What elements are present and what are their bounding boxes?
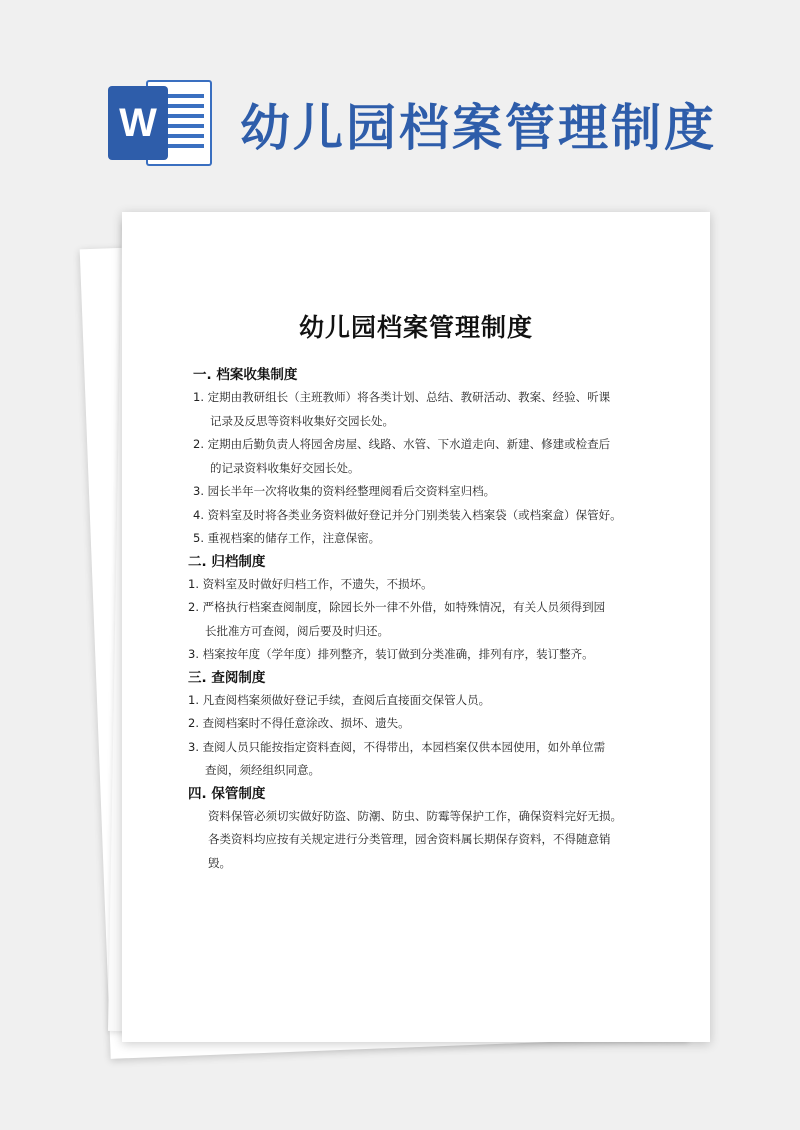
document-page: [122, 212, 710, 1042]
list-item: [188, 712, 658, 736]
section-filing: [188, 551, 658, 667]
paragraph-line: 各类资料均应按有关规定进行分类管理，园舍资料属长期保存资料，不得随意销: [208, 832, 611, 846]
header-title: 幼儿园档案管理制度: [240, 99, 717, 157]
list-item-text: 4. 资料室及时将各类业务资料做好登记并分门别类装入档案袋（或档案盒）保管好。: [193, 507, 622, 522]
list-item-text: 3. 园长半年一次将收集的资料经整理阅看后交资料室归档。: [193, 484, 496, 498]
section-heading: 三. 查阅制度: [188, 669, 266, 686]
list-item: [188, 386, 658, 433]
list-item: [188, 736, 658, 783]
list-item-text: 3. 查阅人员只能按指定资料查阅，不得带出，本园档案仅供本园使用，如外单位需: [188, 739, 606, 754]
section-custody: [188, 783, 658, 876]
list-item-text: 2. 查阅档案时不得任意涂改、损坏、遗失。: [188, 716, 410, 730]
header: [0, 0, 800, 200]
list-item: [188, 433, 658, 480]
list-item: [188, 643, 658, 667]
word-app-icon: [108, 80, 212, 166]
list-item: [188, 527, 658, 551]
list-item-continuation: 长批准方可查阅，阅后要及时归还。: [205, 623, 389, 638]
list-item: [188, 504, 658, 528]
section-heading: 一. 档案收集制度: [193, 367, 298, 383]
section-heading: 二. 归档制度: [188, 553, 266, 570]
document-body: [188, 364, 658, 875]
list-item-text: 3. 档案按年度（学年度）排列整齐，装订做到分类准确，排列有序，装订整齐。: [188, 647, 594, 661]
list-item: [188, 689, 658, 713]
list-item: [188, 596, 658, 643]
list-item-continuation: 的记录资料收集好交园长处。: [210, 460, 360, 475]
list-item-text: 1. 定期由教研组长（主班教师）将各类计划、总结、教研活动、教案、经验、听课: [193, 390, 611, 404]
section-heading: 四. 保管制度: [188, 785, 266, 802]
list-item-continuation: 记录及反思等资料收集好交园长处。: [210, 413, 394, 428]
paragraph-line: 毁。: [208, 855, 231, 870]
list-item-text: 2. 定期由后勤负责人将园舍房屋、线路、水管、下水道走向、新建、修建或检查后: [193, 437, 611, 451]
list-item-text: 5. 重视档案的储存工作，注意保密。: [193, 531, 381, 545]
list-item-continuation: 查阅，须经组织同意。: [205, 763, 320, 777]
list-item: [188, 480, 658, 504]
word-letter-icon: W: [108, 86, 168, 160]
list-item: [188, 573, 658, 597]
list-item-text: 1. 凡查阅档案须做好登记手续，查阅后直接面交保管人员。: [188, 692, 491, 707]
list-item-text: 2. 严格执行档案查阅制度，除园长外一律不外借，如特殊情况，有关人员须得到园: [188, 600, 606, 614]
section-access: [188, 667, 658, 783]
section-collection: [188, 364, 658, 551]
document-title: 幼儿园档案管理制度: [298, 313, 533, 342]
list-item-text: 1. 资料室及时做好归档工作，不遗失，不损坏。: [188, 576, 433, 591]
paragraph-line: 资料保管必须切实做好防盗、防潮、防虫、防霉等保护工作，确保资料完好无损。: [208, 808, 622, 823]
